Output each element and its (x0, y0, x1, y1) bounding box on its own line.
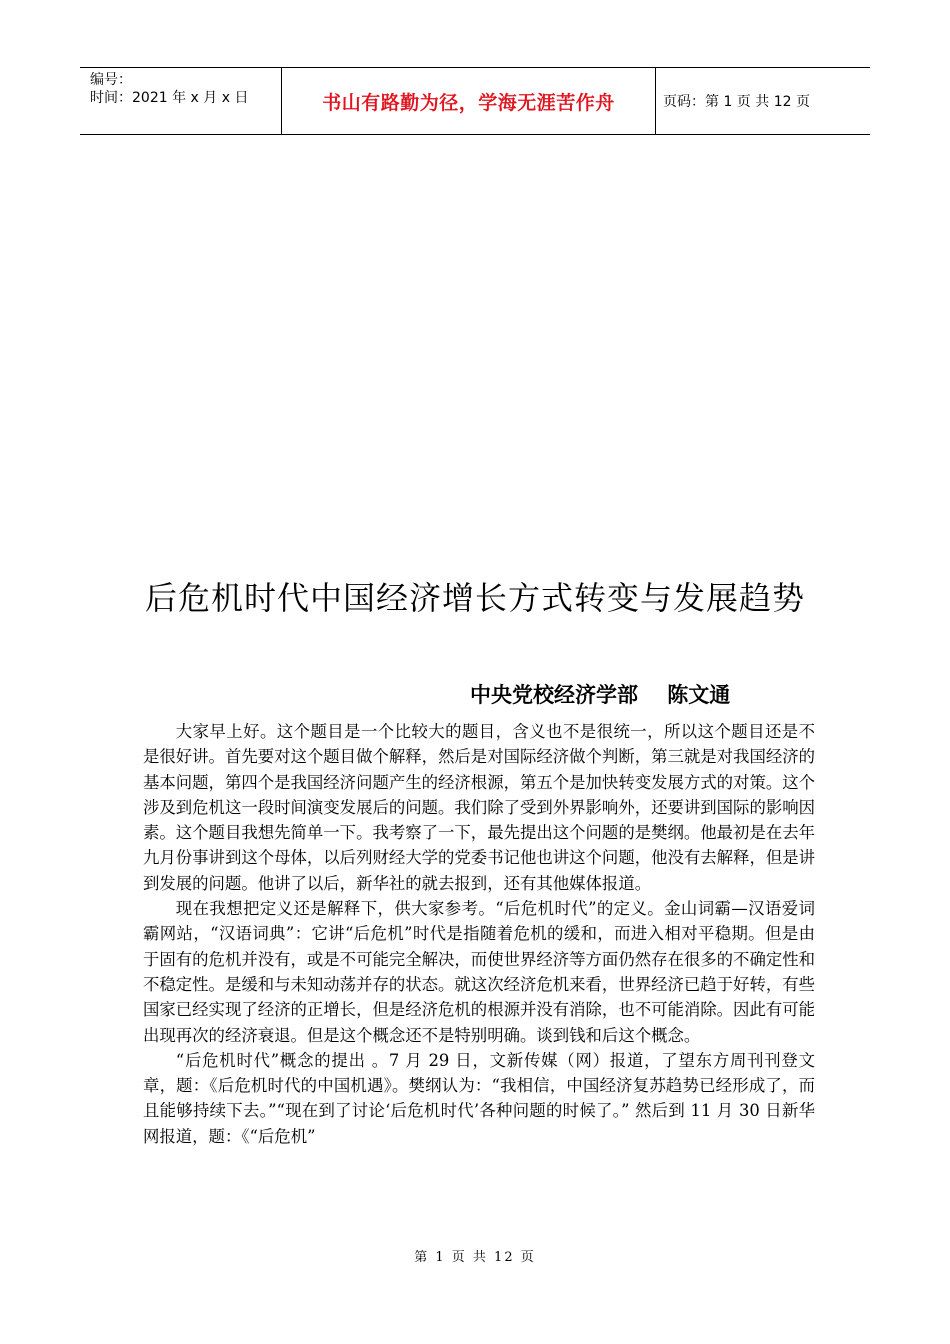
document-author: 中央党校经济学部 陈文通 (470, 683, 731, 707)
body-paragraph: 大家早上好。这个题目是一个比较大的题目，含义也不是很统一，所以这个题目还是不是很好讲。首先要对这个题目做个解释，然后是对国际经济做个判断，第三就是对我国经济的基本问题，第四个是我国经济问题产生的经济根源，第五个是加快转变发展方式的对策。这个涉及到危机这一段时间演变发展后的问题。我们除了受到外界影响外，还要讲到国际的影响因素。这个题目我想先简单一下。我考察了一下，最先提出这个问题的是樊纲。他最初是在去年九月份事讲到这个母体，以后列财经大学的党委书记他也讲这个问题，他没有去解释，但是讲到发展的问题。他讲了以后，新华社的就去报到，还有其他媒体报道。 (143, 722, 816, 893)
document-title: 后危机时代中国经济增长方式转变与发展趋势 (144, 579, 805, 617)
header-meta-cell (80, 68, 282, 134)
header-table (80, 67, 870, 135)
document-body (143, 719, 815, 1149)
body-paragraph: “后危机时代”概念的提出 。7 月 29 日，文新传媒（网）报道，了望东方周刊刊登文章，题：《后危机时代的中国机遇》。樊纲认为：“我相信，中国经济复苏趋势已经形成了，而且能够持续下去。”“现在到了讨论‘后危机时代’各种问题的时候了。” 然后到 11 月 30 日新华网报道，题：《“后危机” (143, 1050, 815, 1146)
header-page-info: 页码：第 1 页 共 12 页 (663, 94, 810, 110)
body-paragraph: 现在我想把定义还是解释下，供大家参考。“后危机时代”的定义。金山词霸—汉语爱词霸网站，“汉语词典”：它讲“后危机”时代是指随着危机的缓和，而进入相对平稳期。但是由于固有的危机并没有，或是不可能完全解决，而使世界经济等方面仍然存在很多的不确定性和不稳定性。是缓和与未知动荡并存的状态。就这次经济危机来看，世界经济已趋于好转，有些国家已经实现了经济的正增长，但是经济危机的根源并没有消除，也不可能消除。因此有可能出现再次的经济衰退。但是这个概念还不是特别明确。谈到钱和后这个概念。 (143, 899, 816, 1045)
page-footer: 第 1 页 共 12 页 (414, 1250, 536, 1265)
header-motto: 书山有路勤为径，学海无涯苦作舟 (282, 68, 656, 134)
document-number-label: 编号： (90, 72, 132, 88)
document-time-label: 时间：2021 年 x 月 x 日 (90, 90, 249, 106)
